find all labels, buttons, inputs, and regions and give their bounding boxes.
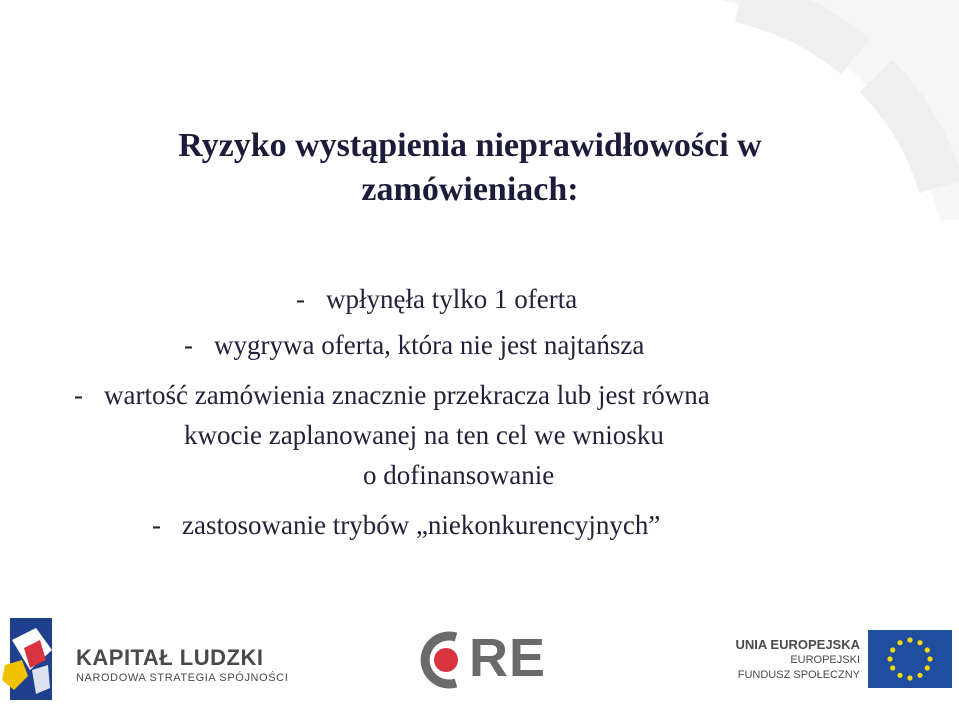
bullet-dash: - <box>184 330 193 360</box>
kapital-ludzki-text <box>76 646 288 686</box>
bullet-text: zastosowanie trybów „niekonkurencyjnych” <box>182 510 661 540</box>
bullet-text: wpłynęła tylko 1 oferta <box>326 284 578 314</box>
bullet-text: o dofinansowanie <box>363 460 555 490</box>
kapital-ludzki-title: KAPITAŁ LUDZKI <box>76 645 264 670</box>
eu-title: UNIA EUROPEJSKA <box>735 637 860 652</box>
bullet-continuation <box>363 458 554 492</box>
bullet-item <box>184 328 644 362</box>
bullet-text: wygrywa oferta, która nie jest najtańsza <box>214 330 645 360</box>
bullet-item <box>296 282 577 316</box>
kapital-ludzki-subtitle: NARODOWA STRATEGIA SPÓJNOŚCI <box>76 672 289 684</box>
bullet-text: wartość zamówienia znacznie przekracza lub jest równa <box>104 380 710 410</box>
eu-flag-icon <box>868 630 952 688</box>
kapital-ludzki-logo-icon <box>2 618 52 700</box>
bullet-dash: - <box>296 284 305 314</box>
bullet-item <box>152 508 660 542</box>
eu-logo-text <box>700 636 860 683</box>
bullet-dash: - <box>152 510 161 540</box>
eu-subtitle-2: FUNDUSZ SPOŁECZNY <box>737 669 860 681</box>
bullet-dash: - <box>74 380 83 410</box>
eu-subtitle-1: EUROPEJSKI <box>790 654 860 666</box>
bullet-continuation <box>184 418 664 452</box>
slide-title-line1: Ryzyko wystąpienia nieprawidłowości w <box>178 127 762 164</box>
bullet-item <box>74 378 710 412</box>
slide-title <box>60 124 880 212</box>
ore-logo-icon <box>425 636 458 684</box>
bullet-text: kwocie zaplanowanej na ten cel we wniosku <box>184 420 664 450</box>
ore-logo-text: RE <box>469 628 547 688</box>
slide-title-line2: zamówieniach: <box>361 171 579 208</box>
